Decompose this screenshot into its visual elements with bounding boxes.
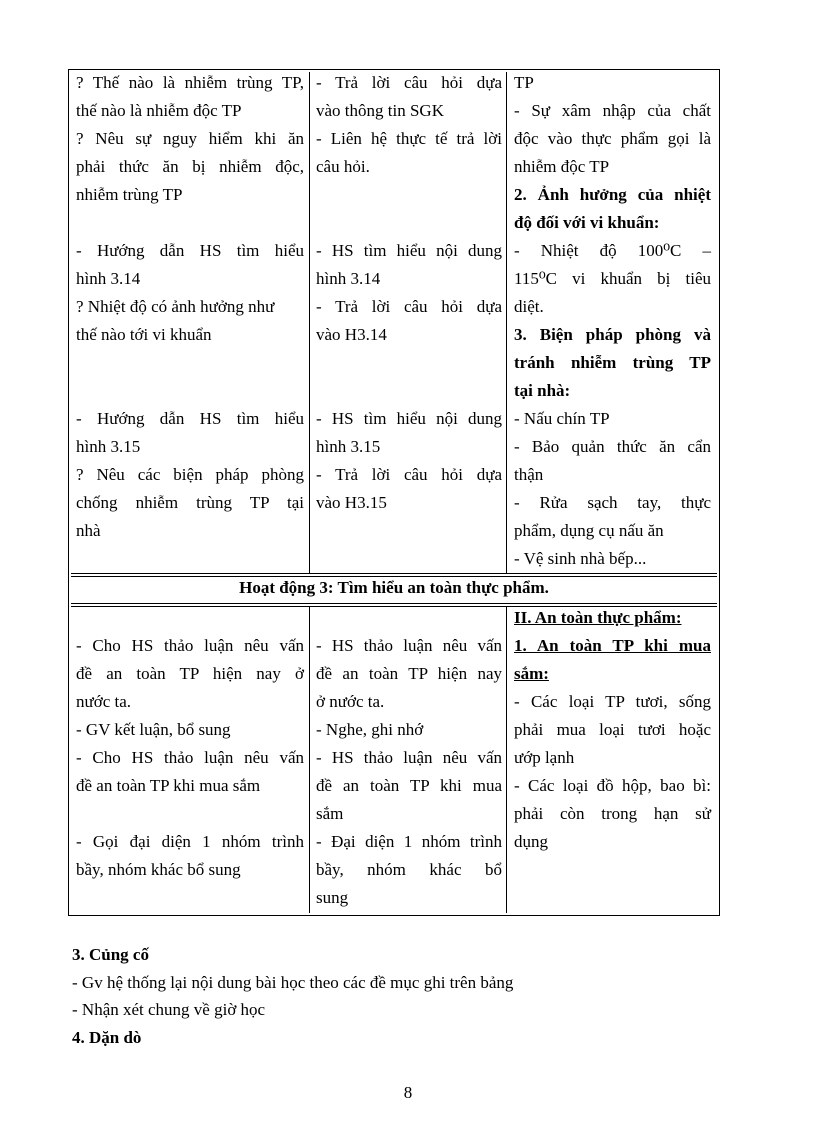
cell-text-line: hình 3.14 <box>316 269 381 288</box>
cell-text-line: - GV kết luận, bổ sung <box>76 720 231 739</box>
content-top <box>514 69 711 573</box>
cell-text-line: - Gọi đại diện 1 nhóm trình <box>76 832 304 851</box>
cell-text-line: - HS tìm hiểu nội dung <box>316 241 502 260</box>
cell-text-line: tránh nhiễm trùng TP <box>514 353 711 372</box>
cell-text-line: thế nào là nhiễm độc TP <box>76 101 242 120</box>
cell-text-line: - Cho HS thảo luận nêu vấn <box>76 636 304 655</box>
cell-text-line: nhà <box>76 521 101 540</box>
cell-text-line: đề an toàn TP khi mua <box>316 776 502 795</box>
cell-text-line: ? Nêu các biện pháp phòng <box>76 465 304 484</box>
cell-text-line: vào H3.14 <box>316 325 387 344</box>
cell-text-line: TP <box>514 73 534 92</box>
blank-line <box>316 209 502 237</box>
content-bottom <box>514 604 711 856</box>
cell-text-line: đề an toàn TP khi mua sắm <box>76 776 261 795</box>
cell-text-line: độ đối với vi khuẩn: <box>514 213 660 232</box>
cell-text-line: nhiễm trùng TP <box>76 185 183 204</box>
cell-text-line: ướp lạnh <box>514 748 575 767</box>
cell-text-line: bầy, nhóm khác bổ sung <box>76 860 241 879</box>
activity-3-title: Hoạt động 3: Tìm hiểu an toàn thực phẩm. <box>239 578 549 597</box>
cell-text-line: 115⁰C vi khuẩn bị tiêu <box>514 269 711 288</box>
section-heading-4: 4. Dặn dò <box>72 1028 142 1047</box>
cell-text-line: nước ta. <box>76 692 132 711</box>
section-heading-3: 3. Củng cố <box>72 945 149 964</box>
blank-line <box>316 349 502 377</box>
blank-line <box>76 349 304 377</box>
blank-line <box>76 377 304 405</box>
lesson-table <box>68 69 720 916</box>
body-line: - Nhận xét chung về giờ học <box>72 1000 266 1019</box>
cell-text-line: - Bảo quản thức ăn cẩn <box>514 437 711 456</box>
cell-text-line: đề an toàn TP hiện nay ở <box>76 664 304 683</box>
cell-text-line: - Rửa sạch tay, thực <box>514 493 711 512</box>
cell-text-line: - Trả lời câu hỏi dựa <box>316 73 502 92</box>
cell-text-line: - Hướng dẫn HS tìm hiểu <box>76 241 304 260</box>
blank-line <box>316 377 502 405</box>
cell-text-line: II. An toàn thực phẩm: <box>514 608 682 627</box>
cell-text-line: sung <box>316 888 349 907</box>
student-activities-top <box>316 69 502 517</box>
cell-text-line: nhiễm độc TP <box>514 157 610 176</box>
blank-line <box>76 604 304 632</box>
cell-text-line: hình 3.15 <box>76 437 141 456</box>
cell-text-line: tại nhà: <box>514 381 571 400</box>
column-divider <box>309 606 310 913</box>
cell-text-line: 2. Ảnh hưởng của nhiệt <box>514 185 711 204</box>
cell-text-line: hình 3.14 <box>76 269 141 288</box>
cell-text-line: phải còn trong hạn sử <box>514 804 711 823</box>
cell-text-line: câu hỏi. <box>316 157 370 176</box>
cell-text-line: - Cho HS thảo luận nêu vấn <box>76 748 304 767</box>
teacher-activities-bottom <box>76 604 304 884</box>
cell-text-line: - Trả lời câu hỏi dựa <box>316 297 502 316</box>
cell-text-line: - Trả lời câu hỏi dựa <box>316 465 502 484</box>
cell-text-line: vào thông tin SGK <box>316 101 444 120</box>
cell-text-line: - Vệ sinh nhà bếp... <box>514 549 647 568</box>
cell-text-line: hình 3.15 <box>316 437 381 456</box>
cell-text-line: phẩm, dụng cụ nấu ăn <box>514 521 664 540</box>
blank-line <box>316 181 502 209</box>
cell-text-line: - Nghe, ghi nhớ <box>316 720 424 739</box>
cell-text-line: - Liên hệ thực tế trả lời <box>316 129 502 148</box>
cell-text-line: đề an toàn TP hiện nay <box>316 664 502 683</box>
cell-text-line: ở nước ta. <box>316 692 385 711</box>
column-divider <box>506 72 507 573</box>
cell-text-line: ? Nhiệt độ có ảnh hưởng như <box>76 297 275 316</box>
cell-text-line: sắm: <box>514 664 549 683</box>
cell-text-line: vào H3.15 <box>316 493 387 512</box>
body-line: - Gv hệ thống lại nội dung bài học theo các đề mục ghi trên bảng <box>72 973 514 992</box>
column-divider <box>309 72 310 573</box>
cell-text-line: 3. Biện pháp phòng và <box>514 325 711 344</box>
cell-text-line: phải thức ăn bị nhiễm độc, <box>76 157 304 176</box>
cell-text-line: - Đại diện 1 nhóm trình <box>316 832 502 851</box>
cell-text-line: sắm <box>316 804 344 823</box>
cell-text-line: diệt. <box>514 297 544 316</box>
cell-text-line: độc vào thực phẩm gọi là <box>514 129 711 148</box>
cell-text-line: ? Nêu sự nguy hiểm khi ăn <box>76 129 304 148</box>
cell-text-line: thận <box>514 465 544 484</box>
teacher-activities-top <box>76 69 304 545</box>
cell-text-line: thế nào tới vi khuẩn <box>76 325 212 344</box>
cell-text-line: - HS thảo luận nêu vấn <box>316 636 502 655</box>
cell-text-line: dụng <box>514 832 548 851</box>
cell-text-line: 1. An toàn TP khi mua <box>514 636 711 655</box>
cell-text-line: - Các loại TP tươi, sống <box>514 692 711 711</box>
cell-text-line: - HS thảo luận nêu vấn <box>316 748 502 767</box>
page-number: 8 <box>403 1083 413 1102</box>
cell-text-line: bầy, nhóm khác bổ <box>316 860 502 879</box>
cell-text-line: - Nhiệt độ 100⁰C – <box>514 241 711 260</box>
blank-line <box>316 604 502 632</box>
cell-text-line: - Hướng dẫn HS tìm hiểu <box>76 409 304 428</box>
blank-line <box>76 800 304 828</box>
student-activities-bottom <box>316 604 502 912</box>
cell-text-line: ? Thế nào là nhiễm trùng TP, <box>76 73 304 92</box>
cell-text-line: - Nấu chín TP <box>514 409 610 428</box>
cell-text-line: phải mua loại tươi hoặc <box>514 720 711 739</box>
cell-text-line: - Sự xâm nhập của chất <box>514 101 711 120</box>
cell-text-line: - HS tìm hiểu nội dung <box>316 409 502 428</box>
column-divider <box>506 606 507 913</box>
cell-text-line: - Các loại đồ hộp, bao bì: <box>514 776 711 795</box>
blank-line <box>76 209 304 237</box>
cell-text-line: chống nhiễm trùng TP tại <box>76 493 304 512</box>
